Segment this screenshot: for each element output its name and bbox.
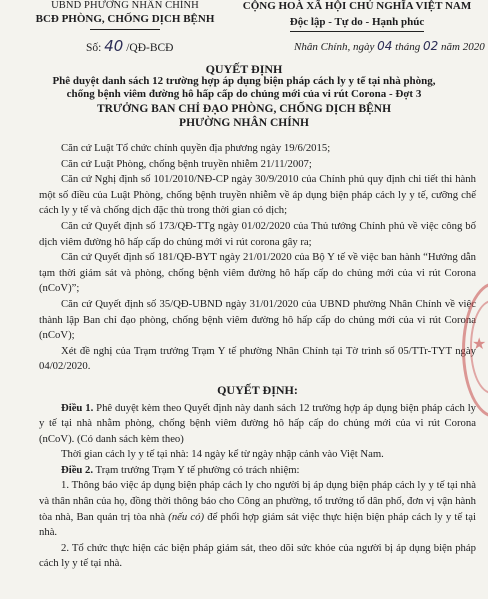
article-2-label: Điều 2. — [61, 463, 94, 476]
document-number — [86, 37, 173, 55]
issuer-line-2: PHƯỜNG NHÂN CHÍNH — [179, 117, 309, 129]
item-1-text: 1. Thông báo việc áp dụng biện pháp cách ly cho người bị áp dụng biện pháp cách ly y tế tại nhà và thân nhân của họ, đồng thời thông báo cho Công an phường, tổ trưởng tổ dân phố, đơn vị vận hành tòa nhà, Ban quản trị tòa nhà — [39, 479, 476, 523]
issuer-line-1: TRƯỞNG BAN CHỈ ĐẠO PHÒNG, CHỐNG DỊCH BỆNH — [96, 103, 392, 115]
article-2 — [39, 463, 476, 479]
subject-line-1: Phê duyệt danh sách 12 trường hợp áp dụng biện pháp cách ly y tế tại nhà phòng, — [52, 75, 436, 87]
legal-basis: Căn cứ Nghị định số 101/2010/NĐ-CP ngày 30/9/2010 của Chính phủ quy định chi tiết thi hành một số điều của Luật Phòng, chống bệnh truyền nhiễm về áp dụng biện pháp cách ly y tế, cưỡng chế cách ly y tế và chống dịch đặc thù trong thời gian có dịch; — [39, 173, 476, 217]
document-body — [39, 141, 476, 572]
item-1-text-end: để phối hợp giám sát việc thực hiện biện pháp cách ly y tế tại nhà. — [39, 510, 476, 539]
article-1 — [39, 401, 476, 448]
article-2-text: Trạm trưởng Trạm Y tế phường có trách nhiệm: — [93, 463, 300, 476]
article-2-item-1 — [39, 478, 476, 540]
legal-basis: Xét đề nghị của Trạm trưởng Trạm Y tế phường Nhân Chính tại Tờ trình số 05/TTr-TYT ngày 04/02/2020. — [39, 344, 476, 373]
number-prefix: Số: — [86, 42, 102, 54]
place-and-date — [294, 39, 485, 53]
legal-basis: Căn cứ Luật Phòng, chống bệnh truyền nhiễm 21/11/2007; — [61, 157, 312, 170]
year-label: năm 2020 — [441, 41, 485, 53]
article-1-label: Điều 1. — [61, 401, 94, 414]
month-label: tháng — [395, 41, 421, 53]
month-handwritten: 02 — [422, 39, 439, 53]
subject-line-2: chống bệnh viêm đường hô hấp cấp do chủng mới của vi rút Corona - Đợt 3 — [66, 88, 422, 100]
article-2-item-2: 2. Tổ chức thực hiện các biện pháp giám sát, theo dõi sức khỏe của người bị áp dụng biện pháp cách ly y tế tại nhà. — [39, 541, 476, 570]
national-motto: Độc lập - Tự do - Hạnh phúc — [290, 15, 424, 32]
national-header-block — [232, 0, 482, 32]
place-label: Nhân Chính, ngày — [294, 41, 375, 53]
document-subject — [0, 75, 488, 101]
day-handwritten: 04 — [377, 39, 393, 53]
nation-name: CỘNG HOÀ XÃ HỘI CHỦ NGHĨA VIỆT NAM — [242, 0, 472, 12]
number-handwritten: 40 — [104, 37, 124, 55]
item-1-note: (nếu có) — [168, 510, 205, 523]
agency-name: UBND PHƯỜNG NHÂN CHÍNH — [51, 0, 199, 11]
legal-basis: Căn cứ Quyết định số 173/QĐ-TTg ngày 01/02/2020 của Thủ tướng Chính phủ về việc công bố dịch viêm đường hô hấp cấp do chủng mới vi rút corona gây ra; — [39, 219, 476, 248]
issuer-title — [0, 102, 488, 130]
seal-star-icon: ★ — [472, 334, 487, 353]
issuing-agency-block — [30, 0, 220, 30]
header-divider — [90, 29, 160, 30]
document-kind: QUYẾT ĐỊNH — [205, 62, 283, 76]
decides-heading: QUYẾT ĐỊNH: — [217, 382, 298, 397]
isolation-time: Thời gian cách ly y tế tại nhà: 14 ngày kể từ ngày nhập cảnh vào Việt Nam. — [61, 448, 384, 461]
legal-basis: Căn cứ Luật Tổ chức chính quyền địa phương ngày 19/6/2015; — [61, 142, 331, 154]
legal-basis: Căn cứ Quyết định số 35/QĐ-UBND ngày 31/01/2020 của UBND phường Nhân Chính về việc thành lập Ban chỉ đạo phòng, chống bệnh viêm đường hô hấp cấp do chủng mới của vi rút Corona (nCoV); — [39, 297, 476, 342]
number-suffix: /QĐ-BCĐ — [126, 42, 174, 54]
office-name: BCĐ PHÒNG, CHỐNG DỊCH BỆNH — [35, 13, 215, 25]
article-1-text: Phê duyệt kèm theo Quyết định này danh sách 12 trường hợp áp dụng biện pháp cách ly y tế tại nhà nhằm phòng, chống bệnh viêm đường hô hấp cấp do chủng mới của vi rút Corona (nCoV). (Có danh sách kèm theo) — [39, 401, 477, 445]
legal-basis: Căn cứ Quyết định số 181/QĐ-BYT ngày 21/01/2020 của Bộ Y tế về việc ban hành “Hướng dẫn tạm thời giám sát và phòng, chống bệnh viêm đường hô hấp cấp do chủng mới của vi rút Corona (nCoV)”; — [39, 251, 476, 295]
